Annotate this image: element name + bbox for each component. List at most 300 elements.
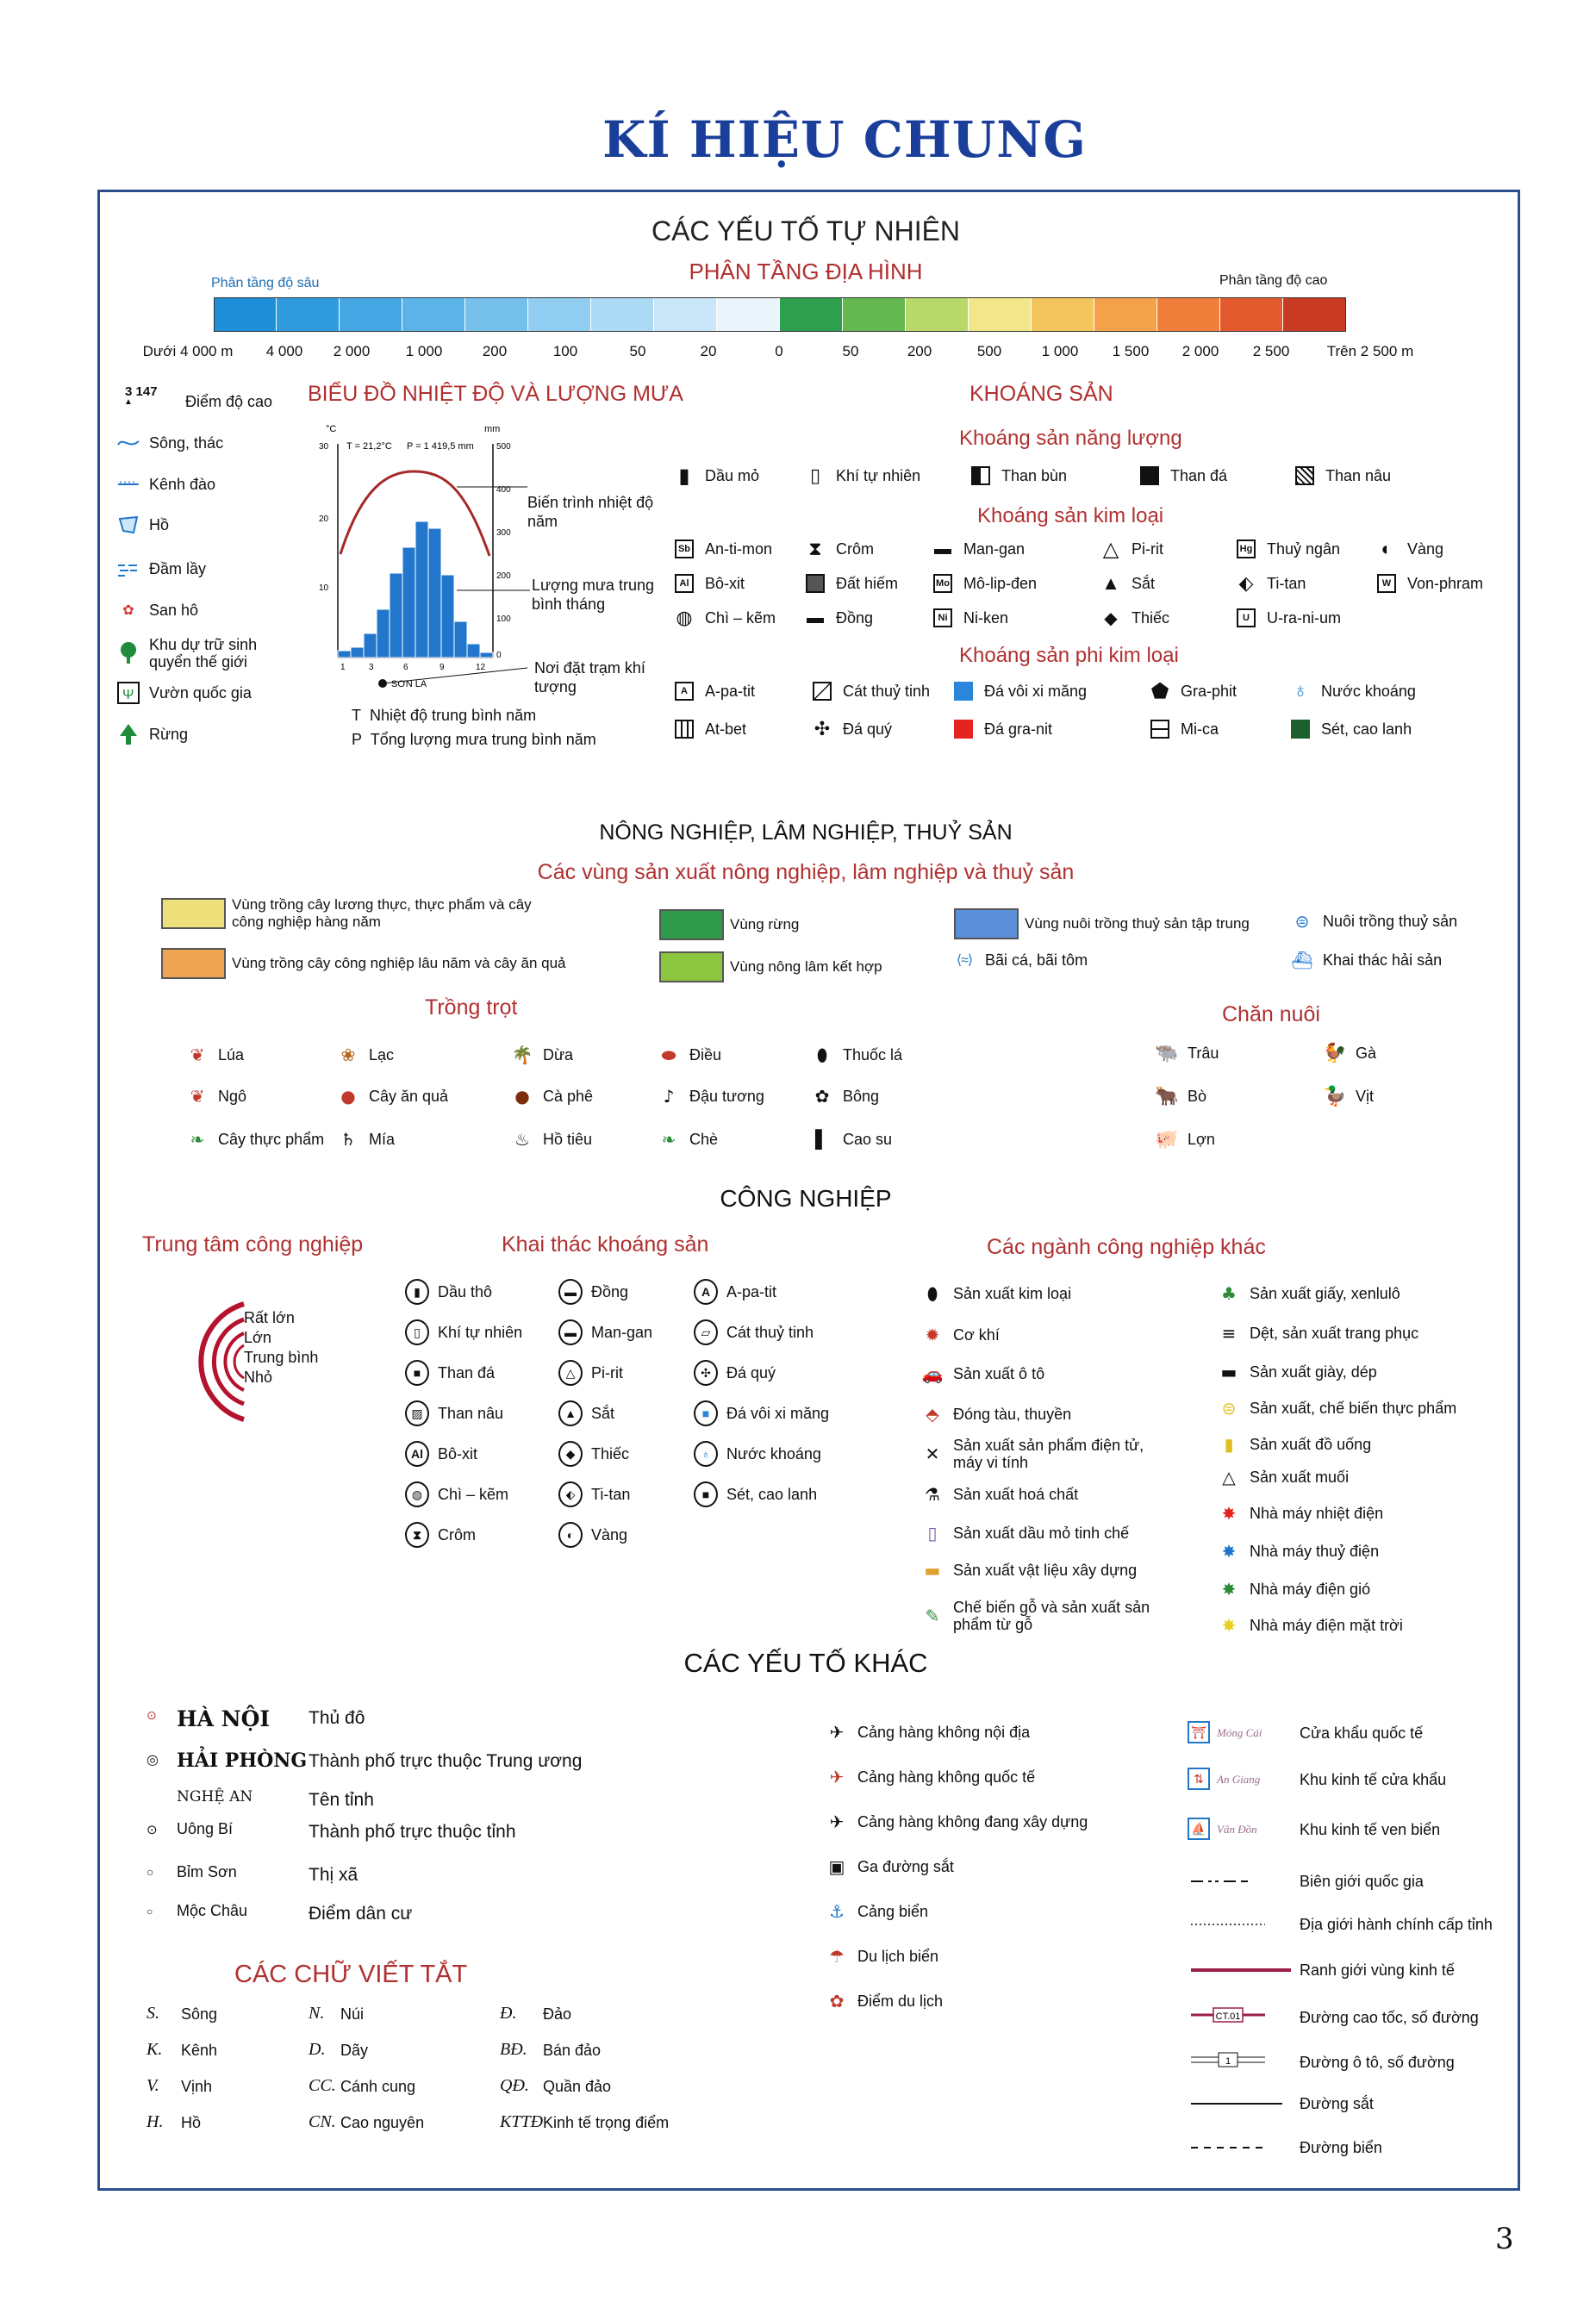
nonmetal-mineral-label: Sét, cao lanh bbox=[1321, 720, 1412, 738]
settlement-desc: Thủ đô bbox=[309, 1708, 365, 1728]
crop-icon: ♨ bbox=[514, 1129, 530, 1150]
metal-mineral-label: Pi-rit bbox=[1132, 539, 1163, 558]
border-label: Địa giới hành chính cấp tỉnh bbox=[1300, 1916, 1493, 1933]
transport-icon: ☂ bbox=[829, 1946, 845, 1967]
crop-icon: 🌴 bbox=[511, 1045, 533, 1065]
relief-tick: 200 bbox=[482, 343, 508, 359]
industry-item bbox=[920, 1558, 1160, 1582]
mining-item bbox=[405, 1280, 492, 1304]
industry-icon: ✸ bbox=[1221, 1579, 1237, 1600]
relief-tick: 1 000 bbox=[405, 343, 443, 359]
abbr-value: Đảo bbox=[543, 2005, 572, 2023]
mining-item bbox=[558, 1482, 630, 1506]
crop-item-label: Cà phê bbox=[543, 1087, 594, 1105]
month-tick: 1 bbox=[340, 663, 346, 672]
zone-fishing-label: Khai thác hải sản bbox=[1323, 951, 1443, 969]
zone-label: Vùng nuôi trồng thuỷ sản tập trung bbox=[1025, 915, 1250, 932]
settlement-name: NGHỆ AN bbox=[177, 1788, 253, 1805]
metal-mineral-label: Ti-tan bbox=[1267, 574, 1306, 592]
relief-tick: 500 bbox=[976, 343, 1002, 359]
physical-item-label: Điểm độ cao bbox=[185, 393, 273, 410]
industry-icon: ✸ bbox=[1221, 1541, 1237, 1562]
crop-item bbox=[336, 1084, 448, 1108]
industry-icon: ♣ bbox=[1221, 1283, 1237, 1304]
metal-mineral-icon: ▬ bbox=[934, 539, 951, 558]
zone-fish-ground bbox=[952, 948, 1088, 972]
legend-p-key: P bbox=[352, 731, 363, 748]
crop-icon: ● bbox=[514, 1086, 530, 1107]
nonmetal-mineral-icon bbox=[951, 679, 976, 703]
border-line-icon bbox=[1189, 2141, 1267, 2156]
crop-item bbox=[185, 1127, 324, 1151]
physical-item bbox=[116, 384, 323, 414]
nonmetal-mineral bbox=[672, 717, 746, 741]
physical-feature-icon bbox=[116, 472, 140, 496]
settlement-name: Bỉm Sơn bbox=[177, 1863, 237, 1880]
industry-item-label: Sản xuất giấy, xenlulô bbox=[1250, 1284, 1400, 1302]
abbr-value: Vịnh bbox=[181, 2078, 213, 2095]
zone-fishing bbox=[1290, 948, 1442, 972]
crop-item-label: Hồ tiêu bbox=[543, 1130, 593, 1148]
mining-item bbox=[694, 1442, 821, 1466]
livestock-item-label: Vịt bbox=[1356, 1087, 1375, 1105]
centers-heading: Trung tâm công nghiệp bbox=[142, 1232, 364, 1257]
industry-item bbox=[1217, 1282, 1400, 1306]
transport-item-label: Du lịch biển bbox=[857, 1947, 939, 1965]
nonmetal-mineral bbox=[1148, 717, 1219, 741]
abbr-value: Cao nguyên bbox=[340, 2114, 425, 2131]
livestock-item-label: Bò bbox=[1188, 1087, 1207, 1105]
relief-tick: 50 bbox=[629, 343, 646, 359]
metal-mineral-icon: ⧗ bbox=[808, 538, 822, 559]
nonmetal-mineral bbox=[1288, 679, 1416, 703]
mining-item-label: Đá vôi xi măng bbox=[726, 1404, 830, 1422]
border-label: Cửa khẩu quốc tế bbox=[1300, 1724, 1424, 1742]
relief-tick: 2 000 bbox=[1181, 343, 1219, 359]
metal-mineral-label: An-ti-mon bbox=[705, 539, 773, 558]
border-label: Đường sắt bbox=[1300, 2095, 1374, 2112]
metal-mineral-icon: ◆ bbox=[1104, 608, 1118, 628]
other-industry-heading: Các ngành công nghiệp khác bbox=[987, 1235, 1266, 1259]
industry-icon: △ bbox=[1222, 1467, 1236, 1487]
crop-item-label: Bông bbox=[843, 1087, 880, 1105]
industry-item bbox=[1217, 1465, 1349, 1489]
settlement-desc: Tên tỉnh bbox=[309, 1790, 374, 1810]
industry-icon: ⬘ bbox=[926, 1404, 939, 1425]
nonmetal-mineral-label: At-bet bbox=[705, 720, 747, 738]
center-size-label: Nhỏ bbox=[244, 1369, 273, 1386]
nonmetal-mineral bbox=[672, 679, 755, 703]
energy-mineral bbox=[969, 464, 1067, 488]
abbr-value: Núi bbox=[340, 2005, 365, 2023]
crop-icon: ● bbox=[340, 1086, 356, 1107]
relief-tick: 200 bbox=[907, 343, 932, 359]
transport-item bbox=[825, 1855, 954, 1879]
physical-feature-icon bbox=[116, 722, 140, 746]
energy-mineral-icon bbox=[969, 464, 993, 488]
crop-item-label: Điều bbox=[689, 1045, 722, 1063]
border-place: An Giang bbox=[1217, 1773, 1261, 1786]
mining-item bbox=[405, 1482, 508, 1506]
crop-icon: ♄ bbox=[340, 1129, 356, 1150]
livestock-item-label: Lợn bbox=[1188, 1130, 1215, 1148]
crop-item-label: Cây ăn quả bbox=[369, 1087, 449, 1105]
mining-item bbox=[694, 1361, 776, 1385]
abbr-key: D. bbox=[309, 2040, 326, 2059]
industry-item bbox=[920, 1482, 1160, 1506]
crop-item bbox=[185, 1084, 246, 1108]
abbr-value: Sông bbox=[181, 2005, 218, 2023]
nonmetal-mineral-icon bbox=[810, 679, 834, 703]
industry-item bbox=[920, 1282, 1160, 1306]
industry-icon: ✸ bbox=[1221, 1615, 1237, 1636]
industry-center-sizes bbox=[244, 1308, 318, 1388]
nonmetal-mineral bbox=[1288, 717, 1412, 741]
metal-mineral bbox=[1375, 571, 1483, 596]
zone-fish-ground-label: Bãi cá, bãi tôm bbox=[985, 951, 1088, 969]
industry-item-label: Nhà máy thuỷ điện bbox=[1250, 1542, 1380, 1560]
physical-item bbox=[116, 598, 287, 622]
physical-item bbox=[116, 681, 287, 705]
nonmetal-mineral bbox=[951, 717, 1052, 741]
abbr-key: CC. bbox=[309, 2076, 336, 2095]
nonmetal-mineral-label: Gra-phit bbox=[1181, 682, 1238, 700]
industry-icon: ✕ bbox=[925, 1444, 940, 1464]
mining-item bbox=[694, 1280, 776, 1304]
zone-label: Vùng rừng bbox=[730, 916, 800, 932]
border-line-icon bbox=[1189, 1918, 1267, 1933]
minerals-heading: KHOÁNG SẢN bbox=[969, 382, 1113, 406]
settlement-name: Uông Bí bbox=[177, 1820, 234, 1837]
mining-symbol-icon: ▲ bbox=[558, 1401, 583, 1425]
relief-tick: 0 bbox=[775, 343, 783, 359]
nonmetal-mineral-label: Mi-ca bbox=[1181, 720, 1219, 738]
metal-mineral bbox=[803, 606, 873, 630]
unit-mm: mm bbox=[484, 424, 501, 434]
border-label: Khu kinh tế cửa khẩu bbox=[1300, 1771, 1447, 1788]
mining-item-label: Ti-tan bbox=[591, 1485, 631, 1503]
livestock-item bbox=[1155, 1127, 1215, 1151]
physical-item bbox=[116, 557, 287, 581]
nonmetal-mineral-icon bbox=[1288, 717, 1312, 741]
transport-item bbox=[825, 1765, 1035, 1789]
industry-item-label: Nhà máy nhiệt điện bbox=[1250, 1504, 1384, 1522]
right-tick: 500 bbox=[496, 442, 511, 452]
mining-item-label: Nước khoáng bbox=[726, 1444, 821, 1462]
mining-item bbox=[558, 1320, 652, 1344]
mining-symbol-icon: ◍ bbox=[405, 1482, 429, 1506]
border-label: Đường cao tốc, số đường bbox=[1300, 2009, 1479, 2026]
metal-mineral bbox=[1375, 537, 1443, 561]
mining-item bbox=[694, 1401, 829, 1425]
metal-mineral-icon: ▬ bbox=[807, 608, 824, 627]
crop-item-label: Ngô bbox=[218, 1087, 247, 1105]
metal-mineral bbox=[672, 537, 772, 561]
agri-heading: NÔNG NGHIỆP, LÂM NGHIỆP, THUỶ SẢN bbox=[599, 820, 1013, 845]
physical-item-label: Rừng bbox=[149, 726, 189, 743]
crop-icon: ✿ bbox=[814, 1086, 830, 1107]
abbr-key: H. bbox=[147, 2112, 164, 2131]
relief-scale-border bbox=[214, 297, 1346, 332]
physical-item bbox=[116, 636, 287, 670]
transport-icon: ✈ bbox=[829, 1722, 845, 1743]
physical-item bbox=[116, 431, 287, 455]
crop-item bbox=[185, 1043, 244, 1067]
industry-icon: ⬮ bbox=[926, 1283, 938, 1304]
border-line-icon bbox=[1189, 2005, 1267, 2029]
metal-mineral bbox=[1099, 606, 1169, 630]
metal-mineral bbox=[1234, 571, 1306, 596]
industry-icon: 🚗 bbox=[921, 1363, 944, 1384]
mining-symbol-icon: ▱ bbox=[694, 1320, 718, 1344]
livestock-item bbox=[1155, 1084, 1206, 1108]
metal-mineral bbox=[1099, 537, 1163, 561]
abbr-key: K. bbox=[147, 2040, 163, 2059]
page-number: 3 bbox=[1495, 2222, 1514, 2256]
border-line-icon bbox=[1189, 2050, 1267, 2074]
nonmetal-mineral bbox=[1148, 679, 1237, 703]
mining-item-label: A-pa-tit bbox=[726, 1282, 777, 1300]
crop-icon: ❧ bbox=[661, 1129, 676, 1150]
crop-icon: ⬬ bbox=[661, 1045, 676, 1065]
road-number: CT.01 bbox=[1215, 2011, 1241, 2022]
crop-item-label: Mía bbox=[369, 1130, 396, 1148]
metal-mineral-label: Thuỷ ngân bbox=[1267, 539, 1341, 558]
industry-item-label: Sản xuất sản phẩm điện tử, máy vi tính bbox=[953, 1437, 1144, 1471]
zone-swatch bbox=[954, 908, 1019, 939]
physical-item bbox=[116, 513, 287, 537]
relief-tick: 20 bbox=[700, 343, 717, 359]
mining-item-label: Cát thuỷ tinh bbox=[726, 1323, 814, 1341]
mining-item-label: Thiếc bbox=[591, 1444, 630, 1462]
livestock-item bbox=[1323, 1041, 1376, 1065]
mining-symbol-icon: △ bbox=[558, 1361, 583, 1385]
physical-item-label: Vườn quốc gia bbox=[149, 684, 252, 702]
industry-item-label: Sản xuất đồ uống bbox=[1250, 1435, 1372, 1453]
abbr-key: CN. bbox=[309, 2112, 336, 2131]
zone-label: Vùng trồng cây lương thực, thực phẩm và cây công nghiệp hàng năm bbox=[232, 896, 532, 930]
mining-item bbox=[558, 1442, 629, 1466]
nonmetal-mineral-label: Đá vôi xi măng bbox=[984, 682, 1088, 700]
livestock-item-label: Trâu bbox=[1188, 1044, 1219, 1062]
crop-item bbox=[657, 1043, 721, 1067]
physical-item-label: Kênh đào bbox=[149, 476, 216, 493]
physical-feature-icon bbox=[116, 431, 140, 455]
mining-item-label: Sắt bbox=[591, 1404, 615, 1422]
metal-mineral-icon: Hg bbox=[1234, 537, 1258, 561]
industry-item bbox=[1217, 1396, 1456, 1420]
crop-item bbox=[657, 1127, 718, 1151]
mining-item-label: Đá quý bbox=[726, 1363, 776, 1381]
metal-mineral-icon: ◍ bbox=[676, 607, 693, 628]
zone-swatch bbox=[659, 951, 724, 982]
crop-icon: ❦ bbox=[190, 1045, 205, 1065]
legend-t bbox=[352, 707, 536, 725]
industry-icon: ✹ bbox=[925, 1325, 940, 1345]
metal-mineral-icon: ⬖ bbox=[1238, 572, 1254, 594]
metal-mineral-label: Bô-xit bbox=[705, 574, 745, 592]
crop-item bbox=[510, 1084, 593, 1108]
crop-item bbox=[336, 1127, 395, 1151]
transport-icon: ✿ bbox=[829, 1991, 845, 2011]
border-label: Đường biển bbox=[1300, 2139, 1382, 2156]
height-label: Phân tầng độ cao bbox=[1219, 273, 1328, 288]
relief-tick: 4 000 bbox=[265, 343, 303, 359]
metal-mineral bbox=[803, 537, 874, 561]
industry-item bbox=[1217, 1539, 1379, 1563]
zone-swatch bbox=[161, 948, 226, 979]
mining-symbol-icon: ■ bbox=[405, 1361, 429, 1385]
legend-t-text: Nhiệt độ trung bình năm bbox=[370, 707, 537, 724]
metal-mineral-label: Vàng bbox=[1407, 539, 1444, 558]
crop-item bbox=[510, 1043, 573, 1067]
metal-mineral-label: U-ra-ni-um bbox=[1267, 608, 1342, 627]
metal-mineral-icon: ◐ bbox=[1381, 538, 1393, 559]
metal-heading: Khoáng sản kim loại bbox=[977, 504, 1164, 527]
mining-symbol-icon: ▮ bbox=[405, 1280, 429, 1304]
crop-item-label: Cây thực phẩm bbox=[218, 1130, 325, 1148]
crop-item-label: Đậu tương bbox=[689, 1087, 764, 1105]
nonmetal-mineral-icon bbox=[1148, 717, 1172, 741]
physical-item-label: Đầm lầy bbox=[149, 560, 207, 577]
industry-item-label: Sản xuất kim loại bbox=[953, 1285, 1072, 1302]
depth-label: Phân tầng độ sâu bbox=[211, 276, 320, 290]
aquaculture-icon: ⊜ bbox=[1294, 912, 1310, 932]
industry-item-label: Sản xuất ô tô bbox=[953, 1365, 1045, 1382]
settlement-desc: Thị xã bbox=[309, 1865, 358, 1885]
mining-item bbox=[558, 1280, 628, 1304]
mining-symbol-icon: ♁ bbox=[694, 1442, 718, 1466]
metal-mineral-icon: Ni bbox=[931, 606, 955, 630]
abbr-value: Hồ bbox=[181, 2114, 202, 2131]
fish-ground-icon: ⟨≈⟩ bbox=[956, 953, 973, 968]
climate-heading: BIỂU ĐỒ NHIỆT ĐỘ VÀ LƯỢNG MƯA bbox=[308, 382, 683, 406]
crop-item bbox=[810, 1084, 879, 1108]
station-name: SƠN LA bbox=[391, 679, 427, 689]
mining-item-label: Man-gan bbox=[591, 1323, 653, 1341]
mining-item-label: Sét, cao lanh bbox=[726, 1485, 818, 1503]
metal-mineral-label: Crôm bbox=[836, 539, 874, 558]
industry-item bbox=[1217, 1501, 1383, 1525]
industry-item bbox=[1217, 1321, 1418, 1345]
abbr-key: Đ. bbox=[500, 2004, 517, 2023]
mining-item-label: Đồng bbox=[591, 1282, 629, 1300]
abbr-key: V. bbox=[147, 2076, 159, 2095]
industry-item-label: Đóng tàu, thuyền bbox=[953, 1406, 1072, 1423]
metal-mineral-icon: Al bbox=[672, 571, 696, 596]
natural-heading: CÁC YẾU TỐ TỰ NHIÊN bbox=[651, 215, 961, 246]
border-gate-icon: ⛵ bbox=[1188, 1818, 1210, 1840]
nonmetal-mineral bbox=[951, 679, 1087, 703]
mining-item bbox=[558, 1523, 627, 1547]
industry-icon: ≡ bbox=[1221, 1323, 1237, 1344]
mining-item bbox=[694, 1320, 814, 1344]
settlement-name: HẢI PHÒNG bbox=[177, 1749, 308, 1772]
legend-p bbox=[352, 731, 596, 749]
nonmetal-heading: Khoáng sản phi kim loại bbox=[959, 644, 1179, 667]
physical-feature-icon bbox=[116, 641, 140, 665]
mining-symbol-icon: ■ bbox=[694, 1482, 718, 1506]
crop-item-label: Lạc bbox=[369, 1045, 395, 1063]
legend-p-text: Tổng lượng mưa trung bình năm bbox=[370, 731, 596, 748]
transport-item-label: Điểm du lịch bbox=[857, 1992, 944, 2010]
metal-mineral bbox=[672, 571, 745, 596]
industry-heading: CÔNG NGHIỆP bbox=[720, 1185, 892, 1212]
metal-mineral-label: Man-gan bbox=[963, 539, 1026, 558]
nonmetal-mineral-label: Đá gra-nit bbox=[984, 720, 1053, 738]
energy-mineral-label: Than nâu bbox=[1325, 466, 1392, 484]
energy-heading: Khoáng sản năng lượng bbox=[959, 427, 1182, 450]
border-label: Ranh giới vùng kinh tế bbox=[1300, 1961, 1455, 1979]
relief-tick: 100 bbox=[552, 343, 578, 359]
label-rain: Lượng mưa trung bình tháng bbox=[532, 577, 654, 613]
crop-item-label: Chè bbox=[689, 1130, 719, 1148]
livestock-icon: 🐖 bbox=[1155, 1128, 1179, 1151]
industry-item bbox=[920, 1362, 1160, 1386]
border-label: Khu kinh tế ven biển bbox=[1300, 1821, 1441, 1838]
livestock-item bbox=[1323, 1084, 1374, 1108]
transport-icon: ✈ bbox=[829, 1767, 845, 1787]
mining-symbol-icon: Al bbox=[405, 1442, 429, 1466]
mining-item-label: Crôm bbox=[438, 1525, 476, 1544]
mining-symbol-icon: ⬖ bbox=[558, 1482, 583, 1506]
energy-mineral bbox=[672, 464, 759, 488]
transport-item-label: Cảng hàng không quốc tế bbox=[857, 1768, 1036, 1786]
energy-mineral bbox=[803, 464, 920, 488]
settlement-name: HÀ NỘI bbox=[177, 1706, 271, 1731]
mining-item-label: Than đá bbox=[438, 1363, 496, 1381]
border-gate-icon: ⇅ bbox=[1188, 1768, 1210, 1790]
energy-mineral-icon: ▯ bbox=[809, 465, 821, 486]
rain-bars bbox=[338, 521, 493, 658]
mining-symbol-icon: ✣ bbox=[694, 1361, 718, 1385]
mining-symbol-icon: ▬ bbox=[558, 1320, 583, 1344]
mining-item-label: Than nâu bbox=[438, 1404, 504, 1422]
metal-mineral-icon: W bbox=[1375, 571, 1399, 596]
industry-item bbox=[920, 1599, 1160, 1633]
crop-item bbox=[810, 1127, 892, 1151]
abbr-value: Dãy bbox=[340, 2042, 369, 2059]
mining-symbol-icon: ■ bbox=[694, 1401, 718, 1425]
mining-item bbox=[405, 1523, 476, 1547]
physical-feature-icon bbox=[116, 513, 140, 537]
physical-item-label: San hô bbox=[149, 602, 199, 619]
settlement-symbol-icon: ○ bbox=[147, 1865, 154, 1879]
mining-item bbox=[405, 1320, 522, 1344]
mining-symbol-icon: ⧗ bbox=[405, 1523, 429, 1547]
right-tick: 400 bbox=[496, 485, 511, 495]
industry-icon: ▮ bbox=[1224, 1434, 1234, 1455]
nonmetal-mineral-icon: ♁ bbox=[1293, 679, 1308, 702]
abbr-value: Cánh cung bbox=[340, 2078, 416, 2095]
transport-item bbox=[825, 1944, 938, 1968]
transport-item bbox=[825, 1989, 943, 2013]
physical-feature-icon bbox=[116, 557, 140, 581]
nonmetal-mineral-icon bbox=[951, 717, 976, 741]
nonmetal-mineral-label: Cát thuỷ tinh bbox=[843, 682, 931, 700]
mining-item-label: Vàng bbox=[591, 1525, 628, 1544]
crop-icon: ♪ bbox=[663, 1086, 675, 1107]
livestock-icon: 🐓 bbox=[1323, 1042, 1347, 1064]
crop-icon: ❧ bbox=[190, 1129, 205, 1150]
mining-heading: Khai thác khoáng sản bbox=[502, 1232, 709, 1257]
industry-item bbox=[920, 1521, 1160, 1545]
energy-mineral bbox=[1293, 464, 1391, 488]
livestock-icon: 🦆 bbox=[1323, 1085, 1347, 1107]
month-tick: 3 bbox=[369, 663, 374, 672]
road-number: 1 bbox=[1225, 2056, 1231, 2067]
metal-mineral bbox=[931, 606, 1008, 630]
